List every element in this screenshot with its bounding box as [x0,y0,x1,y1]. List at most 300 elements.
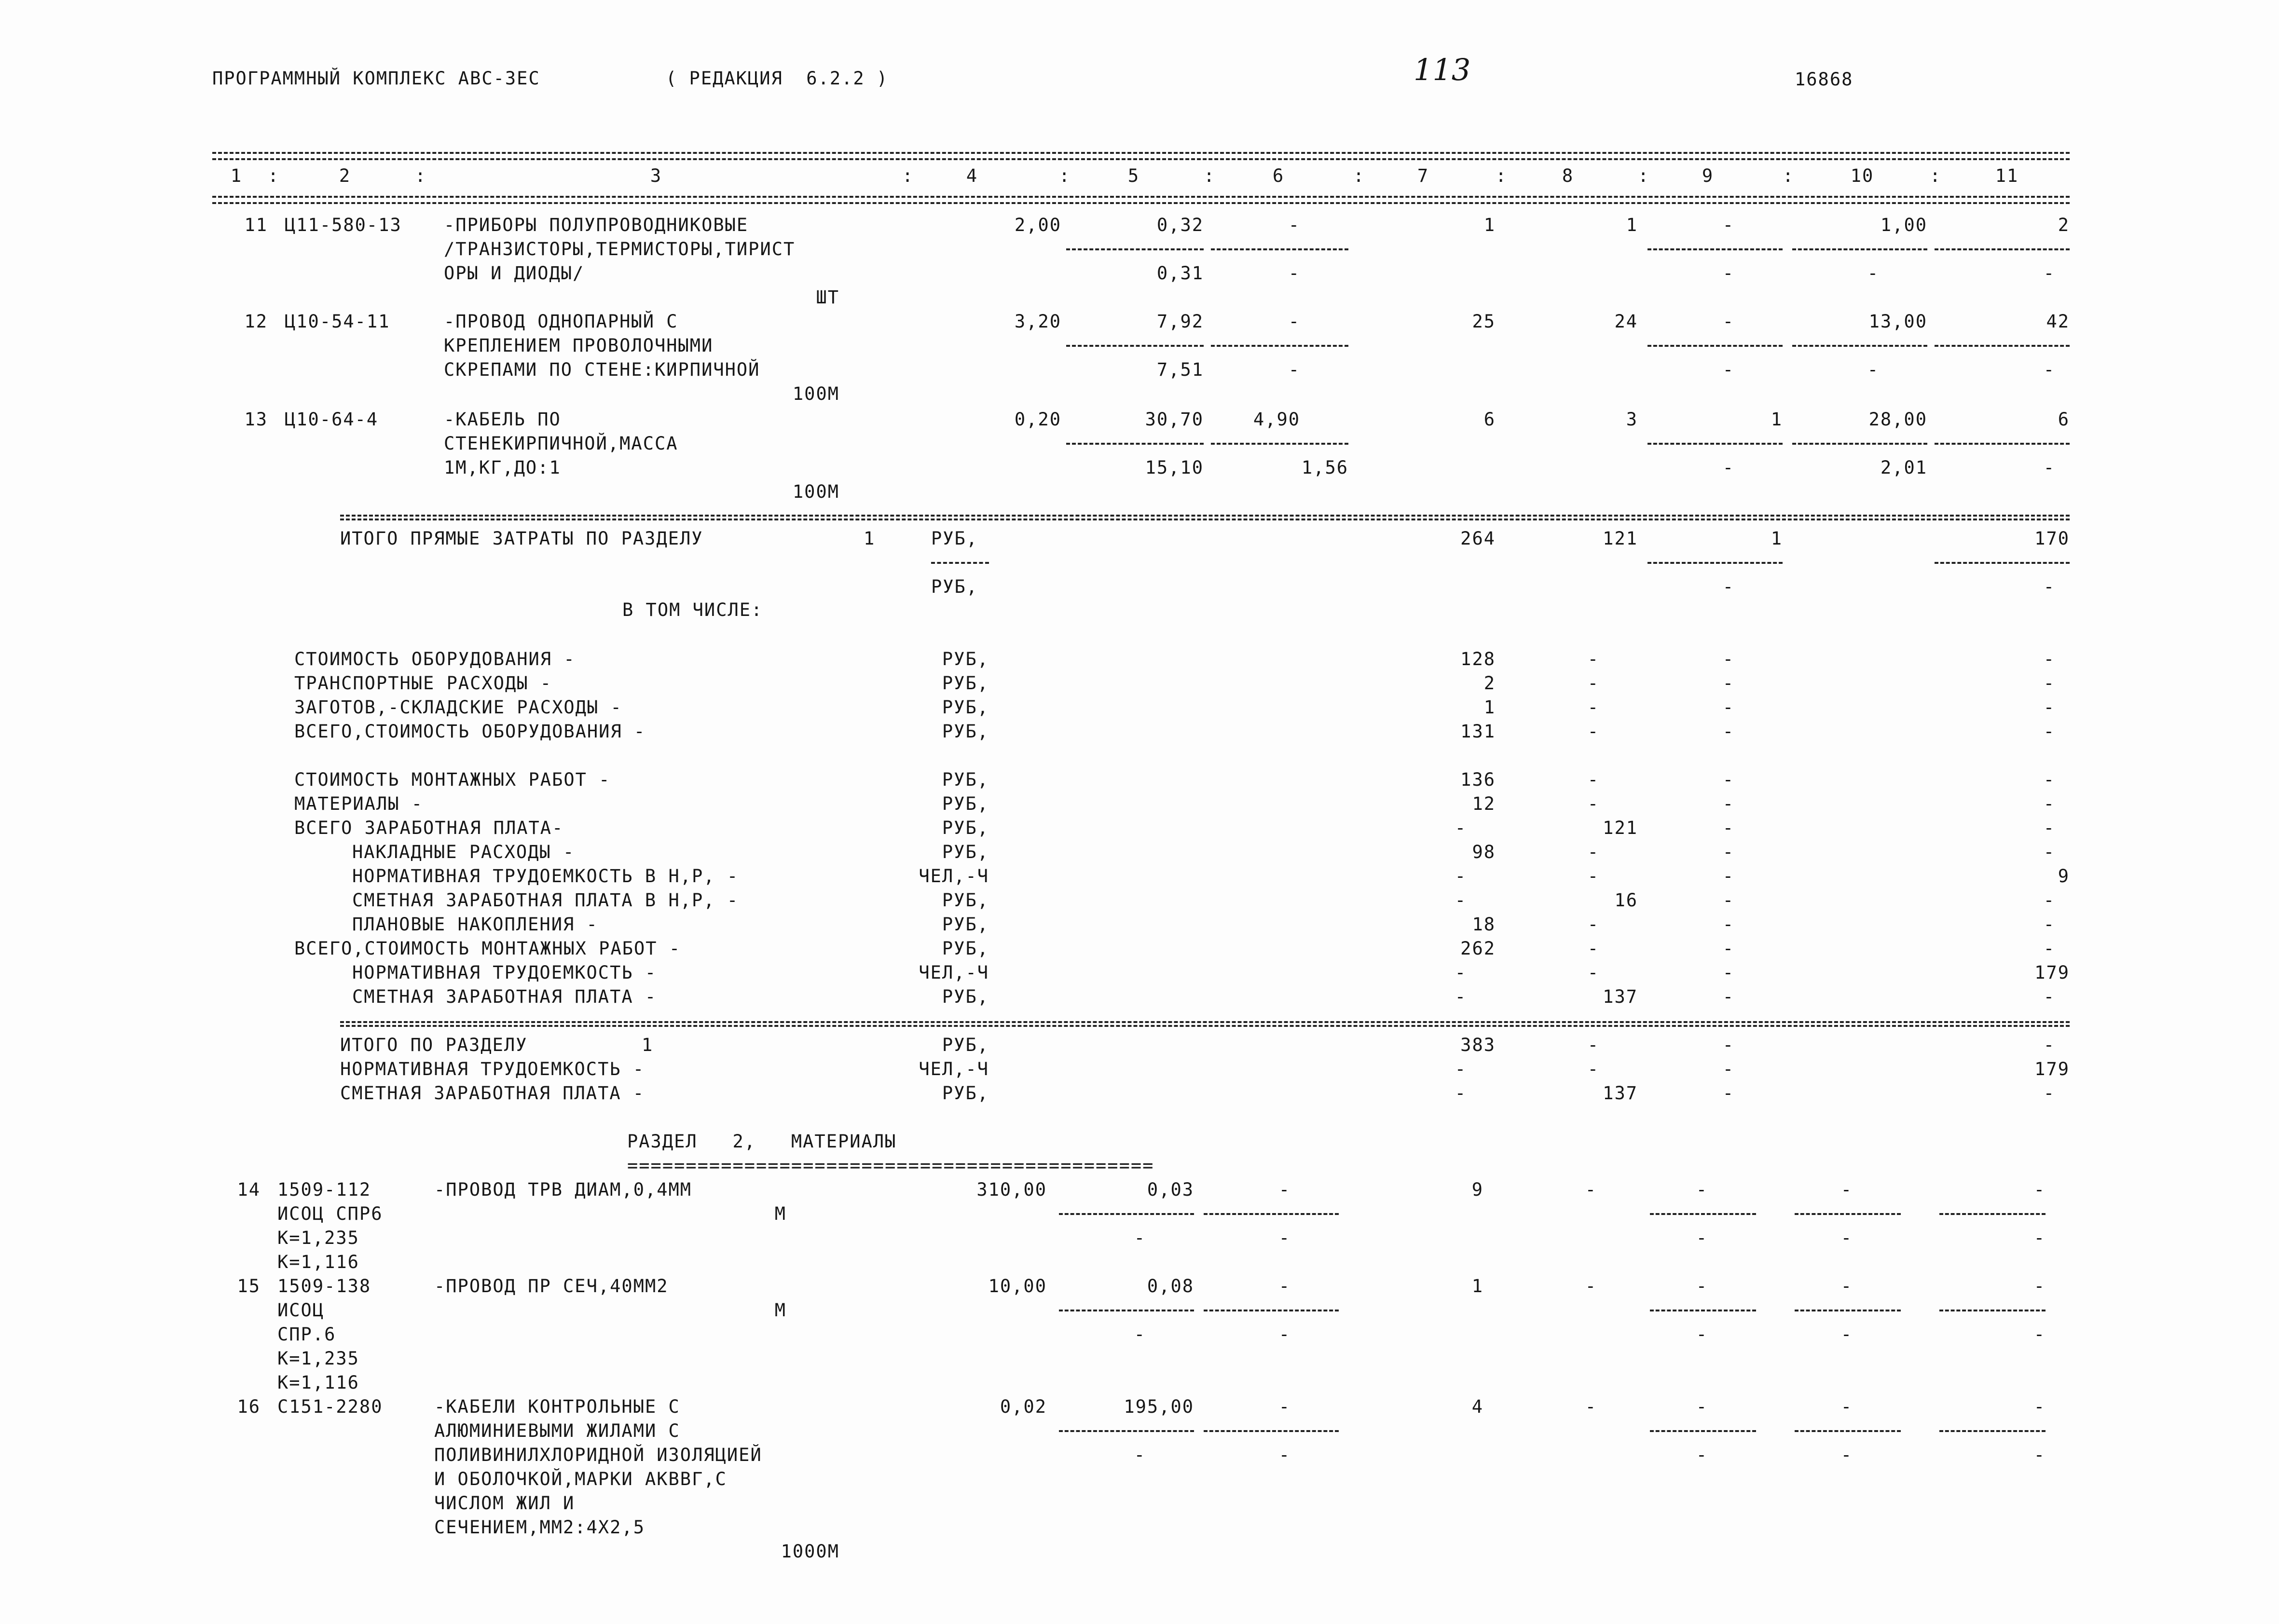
item-quantity: 2,00 [1014,215,1061,235]
summary-total-cost: - [1455,818,1467,838]
summary-total-cost: 12 [1472,793,1496,814]
column-header-7: 7 [1417,165,1429,186]
material-labor-wages: - [1840,1445,1853,1465]
material-description: ЧИСЛОМ ЖИЛ И [434,1493,575,1514]
item-labor-total-wages: - [2043,359,2055,380]
material-description: -ПРОВОД ПР СЕЧ,40ММ2 [434,1276,669,1296]
summary-total-wages: 16 [1614,890,1638,911]
material-total-machine-wages: - [1696,1228,1708,1248]
item-total-machine-wages: - [1722,263,1734,284]
item-unit-cost: 7,92 [1156,311,1204,332]
item-total-machine: - [1722,215,1734,235]
material-description: -ПРОВОД ТРВ ДИАМ,0,4ММ [434,1179,692,1200]
material-number: 15 [237,1276,261,1296]
summary-labor: 9 [2058,866,2070,887]
item-total-wages: 3 [1626,409,1638,430]
item-total-cost: 25 [1472,311,1496,332]
material-total-machine-wages: - [1696,1324,1708,1345]
material-unit-wages: - [1134,1324,1146,1345]
item-description: 1М,КГ,ДО:1 [444,457,561,478]
material-rule [1204,1430,1339,1432]
section-total-label: СМЕТНАЯ ЗАРАБОТНАЯ ПЛАТА - [340,1083,645,1104]
column-separator: : [415,165,427,186]
item-description: СТЕНЕКИРПИЧНОЙ,МАССА [444,433,678,454]
summary-label: ТРАНСПОРТНЫЕ РАСХОДЫ - [294,673,552,694]
material-number: 16 [237,1396,261,1417]
item-description: СКРЕПАМИ ПО СТЕНЕ:КИРПИЧНОЙ [444,359,760,380]
material-total-wages: - [1585,1396,1597,1417]
section-total-labor: - [2043,1083,2055,1104]
item-rule [1647,248,1783,250]
item-labor-total-wages: - [2043,457,2055,478]
material-labor-total-wages: - [2033,1228,2046,1248]
summary-total-wages: 137 [1603,986,1638,1007]
summary-machine: - [1722,890,1734,911]
item-total-wages: 1 [1626,215,1638,235]
item-rule [1792,443,1927,445]
material-rule [1059,1213,1194,1215]
material-machine: - [1278,1179,1291,1200]
item-unit: 100М [792,383,839,404]
column-header-rule-2 [212,202,2070,204]
summary-label: МАТЕРИАЛЫ - [294,793,424,814]
material-labor-total: - [2033,1276,2046,1296]
program-title: ПРОГРАММНЫЙ КОМПЛЕКС АВС-3ЕС [212,68,540,89]
direct-total-section: 1 [864,528,876,549]
item-machine-cost: - [1288,215,1300,235]
summary-label: СМЕТНАЯ ЗАРАБОТНАЯ ПЛАТА В Н,Р, - [352,890,739,911]
item-total-machine: 1 [1771,409,1783,430]
summary-unit: РУБ, [942,842,989,862]
summary-labor: - [2043,986,2055,1007]
material-rule [1939,1430,2046,1432]
summary-labor: - [2043,769,2055,790]
summary-total-cost: 2 [1483,673,1496,694]
section-total-cost: - [1455,1059,1467,1079]
item-rule [1211,248,1348,250]
item-labor-unit: 13,00 [1868,311,1927,332]
section-rule [340,519,2070,520]
item-unit: ШТ [816,287,839,308]
material-total-cost: 9 [1471,1179,1483,1200]
material-description: АЛЮМИНИЕВЫМИ ЖИЛАМИ С [434,1420,680,1441]
material-unit-cost: 0,03 [1147,1179,1194,1200]
item-unit-wages: 15,10 [1145,457,1204,478]
column-separator: : [1353,165,1365,186]
item-unit-cost: 0,32 [1156,215,1204,235]
material-unit: 1000М [781,1541,839,1562]
material-number: 14 [237,1179,261,1200]
item-labor-wages: 2,01 [1880,457,1927,478]
item-rule [1211,345,1348,347]
summary-total-cost: 262 [1460,938,1496,959]
item-description: КРЕПЛЕНИЕМ ПРОВОЛОЧНЫМИ [444,335,714,356]
summary-total-cost: 131 [1460,721,1496,742]
summary-labor: - [2043,818,2055,838]
item-machine-wages: 1,56 [1301,457,1348,478]
material-description: СЕЧЕНИЕМ,ММ2:4Х2,5 [434,1517,645,1538]
summary-machine: - [1722,986,1734,1007]
section-total-rule [340,1021,2070,1023]
column-separator: : [1930,165,1942,186]
material-unit-cost: 0,08 [1147,1276,1194,1296]
section-total-cost: - [1455,1083,1467,1104]
direct-total-unit-2: РУБ, [931,576,978,597]
material-total-wages: - [1585,1179,1597,1200]
summary-label: НОРМАТИВНАЯ ТРУДОЕМКОСТЬ В Н,Р, - [352,866,739,887]
summary-total-wages: - [1587,962,1599,983]
material-machine: - [1278,1396,1291,1417]
section-total-machine: - [1722,1083,1734,1104]
section-total-wages: - [1587,1059,1599,1079]
material-code: К=1,235 [277,1228,359,1248]
material-total-cost: 4 [1471,1396,1483,1417]
item-code: Ц11-580-13 [285,215,402,235]
edition-label: ( РЕДАКЦИЯ 6.2.2 ) [666,68,889,89]
item-number: 12 [244,311,268,332]
direct-total-machine: 1 [1771,528,1783,549]
item-code: Ц10-54-11 [285,311,390,332]
summary-unit: РУБ, [942,649,989,669]
item-total-machine: - [1722,311,1734,332]
column-separator: : [268,165,280,186]
material-labor-total: - [2033,1179,2046,1200]
column-header-3: 3 [650,165,662,186]
summary-total-cost: - [1455,866,1467,887]
section-total-unit: РУБ, [942,1083,989,1104]
table-top-rule-2 [212,158,2070,160]
summary-unit: РУБ, [942,986,989,1007]
item-description: -КАБЕЛЬ ПО [444,409,561,430]
item-quantity: 3,20 [1014,311,1061,332]
item-labor-total: 2 [2058,215,2070,235]
summary-labor: - [2043,890,2055,911]
direct-total-unit: РУБ, [931,528,978,549]
item-number: 13 [244,409,268,430]
direct-total-wages: 121 [1603,528,1638,549]
summary-machine: - [1722,938,1734,959]
section-total-unit: ЧЕЛ,-Ч [919,1059,989,1079]
material-rule [1795,1430,1901,1432]
item-labor-total: 6 [2058,409,2070,430]
summary-unit: РУБ, [942,673,989,694]
summary-label: ВСЕГО,СТОИМОСТЬ МОНТАЖНЫХ РАБОТ - [294,938,681,959]
summary-label: ВСЕГО,СТОИМОСТЬ ОБОРУДОВАНИЯ - [294,721,646,742]
section-total-wages: 137 [1603,1083,1638,1104]
item-rule [1792,345,1927,347]
item-total-machine-wages: - [1722,359,1734,380]
material-unit-wages: - [1134,1445,1146,1465]
material-total-machine: - [1696,1179,1708,1200]
summary-total-cost: - [1455,890,1467,911]
material-rule [1939,1213,2046,1215]
summary-total-wages: - [1587,721,1599,742]
table-top-rule [212,152,2070,154]
section-total-label: НОРМАТИВНАЯ ТРУДОЕМКОСТЬ - [340,1059,645,1079]
item-rule [1792,248,1927,250]
column-separator: : [902,165,914,186]
summary-total-wages: - [1587,697,1599,718]
summary-labor: 179 [2034,962,2070,983]
item-rule [1211,443,1348,445]
item-description: ОРЫ И ДИОДЫ/ [444,263,585,284]
column-header-5: 5 [1127,165,1140,186]
material-labor-total: - [2033,1396,2046,1417]
section-total-number: 1 [642,1035,654,1055]
summary-machine: - [1722,962,1734,983]
material-machine: - [1278,1276,1291,1296]
summary-label: СМЕТНАЯ ЗАРАБОТНАЯ ПЛАТА - [352,986,657,1007]
item-unit-wages: 7,51 [1156,359,1204,380]
item-machine-wages: - [1288,359,1300,380]
summary-total-cost: 1 [1483,697,1496,718]
summary-machine: - [1722,914,1734,935]
summary-total-cost: 18 [1472,914,1496,935]
summary-total-wages: 121 [1603,818,1638,838]
item-total-machine-wages: - [1722,457,1734,478]
material-rule [1939,1310,2046,1311]
summary-unit: РУБ, [942,890,989,911]
material-labor-unit: - [1840,1276,1853,1296]
material-unit: М [774,1203,786,1224]
summary-total-wages: - [1587,866,1599,887]
material-rule [1795,1310,1901,1311]
summary-label: ЗАГОТОВ,-СКЛАДСКИЕ РАСХОДЫ - [294,697,622,718]
summary-label: ПЛАНОВЫЕ НАКОПЛЕНИЯ - [352,914,598,935]
including-label: В ТОМ ЧИСЛЕ: [622,600,763,620]
summary-total-wages: - [1587,673,1599,694]
direct-total-rule [1935,562,2070,564]
material-labor-unit: - [1840,1179,1853,1200]
summary-label: ВСЕГО ЗАРАБОТНАЯ ПЛАТА- [294,818,564,838]
material-rule [1795,1213,1901,1215]
direct-total-machine-wages: - [1722,576,1734,597]
summary-machine: - [1722,697,1734,718]
summary-total-wages: - [1587,914,1599,935]
summary-label: СТОИМОСТЬ ОБОРУДОВАНИЯ - [294,649,576,669]
column-header-6: 6 [1272,165,1285,186]
column-separator: : [1204,165,1216,186]
summary-total-wages: - [1587,649,1599,669]
summary-total-cost: 136 [1460,769,1496,790]
material-total-machine: - [1696,1396,1708,1417]
item-machine-cost: 4,90 [1253,409,1300,430]
material-total-machine: - [1696,1276,1708,1296]
item-total-cost: 1 [1483,215,1496,235]
summary-machine: - [1722,866,1734,887]
direct-total-cost: 264 [1460,528,1496,549]
material-labor-total-wages: - [2033,1445,2046,1465]
direct-total-rule [1647,562,1783,564]
summary-labor: - [2043,842,2055,862]
item-labor-wages: - [1867,263,1879,284]
column-separator: : [1059,165,1071,186]
direct-total-labor-wages: - [2043,576,2055,597]
item-rule [1935,345,2070,347]
section-total-wages: - [1587,1035,1599,1055]
material-code: СПР.6 [277,1324,336,1345]
direct-total-labor: 170 [2034,528,2070,549]
material-unit-wages: - [1134,1228,1146,1248]
material-rule [1650,1310,1756,1311]
summary-labor: - [2043,938,2055,959]
item-rule [1647,443,1783,445]
item-labor-wages: - [1867,359,1879,380]
item-description: -ПРИБОРЫ ПОЛУПРОВОДНИКОВЫЕ [444,215,749,235]
material-quantity: 0,02 [1000,1396,1047,1417]
section-total-cost: 383 [1460,1035,1496,1055]
section-rule [340,515,2070,517]
item-rule [1647,345,1783,347]
item-labor-total-wages: - [2043,263,2055,284]
summary-total-cost: - [1455,986,1467,1007]
summary-machine: - [1722,793,1734,814]
summary-total-cost: 98 [1472,842,1496,862]
item-machine-cost: - [1288,311,1300,332]
material-total-wages: - [1585,1276,1597,1296]
material-quantity: 10,00 [988,1276,1047,1296]
item-labor-unit: 28,00 [1868,409,1927,430]
material-code: К=1,235 [277,1348,359,1369]
material-rule [1059,1310,1194,1311]
material-rule [1204,1213,1339,1215]
material-unit: М [774,1300,786,1321]
material-labor-wages: - [1840,1228,1853,1248]
material-code: ИСОЦ СПР6 [277,1203,383,1224]
material-description: ПОЛИВИНИЛХЛОРИДНОЙ ИЗОЛЯЦИЕЙ [434,1445,762,1465]
item-labor-total: 42 [2046,311,2070,332]
summary-labor: - [2043,721,2055,742]
column-header-10: 10 [1850,165,1874,186]
summary-machine: - [1722,673,1734,694]
column-separator: : [1496,165,1508,186]
summary-label: НАКЛАДНЫЕ РАСХОДЫ - [352,842,575,862]
summary-machine: - [1722,842,1734,862]
column-header-8: 8 [1562,165,1574,186]
direct-total-label: ИТОГО ПРЯМЫЕ ЗАТРАТЫ ПО РАЗДЕЛУ [340,528,703,549]
summary-total-cost: 128 [1460,649,1496,669]
material-rule [1059,1430,1194,1432]
material-description: И ОБОЛОЧКОЙ,МАРКИ АКВВГ,С [434,1469,727,1489]
material-code: 1509-138 [277,1276,371,1296]
section-total-labor: 179 [2034,1059,2070,1079]
section-total-unit: РУБ, [942,1035,989,1055]
column-header-4: 4 [966,165,978,186]
summary-total-wages: - [1587,938,1599,959]
summary-labor: - [2043,914,2055,935]
item-rule [1066,443,1204,445]
item-unit: 100М [792,481,839,502]
document-number: 16868 [1795,69,1853,90]
material-rule [1204,1310,1339,1311]
material-machine-wages: - [1278,1324,1291,1345]
column-header-1: 1 [230,165,243,186]
section2-title: РАЗДЕЛ 2, МАТЕРИАЛЫ [627,1131,897,1152]
material-labor-total-wages: - [2033,1324,2046,1345]
summary-machine: - [1722,769,1734,790]
material-machine-wages: - [1278,1445,1291,1465]
item-number: 11 [244,215,268,235]
item-machine-wages: - [1288,263,1300,284]
summary-unit: РУБ, [942,938,989,959]
section2-underline: ============================================= [627,1155,1154,1176]
item-rule [1935,443,2070,445]
section-total-labor: - [2043,1035,2055,1055]
item-description: /ТРАНЗИСТОРЫ,ТЕРМИСТОРЫ,ТИРИСТ [444,239,796,259]
section-total-rule [340,1025,2070,1027]
column-header-11: 11 [1995,165,2019,186]
item-labor-unit: 1,00 [1880,215,1927,235]
item-unit-cost: 30,70 [1145,409,1204,430]
material-labor-unit: - [1840,1396,1853,1417]
summary-unit: ЧЕЛ,-Ч [919,866,989,887]
column-header-rule [212,196,2070,198]
summary-unit: РУБ, [942,697,989,718]
material-code: С151-2280 [277,1396,383,1417]
column-header-2: 2 [339,165,351,186]
column-separator: : [1783,165,1795,186]
summary-labor: - [2043,673,2055,694]
material-unit-cost: 195,00 [1124,1396,1194,1417]
material-rule [1650,1430,1756,1432]
summary-labor: - [2043,793,2055,814]
summary-machine: - [1722,721,1734,742]
summary-total-wages: - [1587,793,1599,814]
item-total-cost: 6 [1483,409,1496,430]
item-rule [1066,248,1204,250]
summary-label: СТОИМОСТЬ МОНТАЖНЫХ РАБОТ - [294,769,611,790]
material-code: К=1,116 [277,1252,359,1272]
material-total-cost: 1 [1471,1276,1483,1296]
summary-machine: - [1722,818,1734,838]
column-separator: : [1638,165,1650,186]
summary-labor: - [2043,649,2055,669]
item-unit-wages: 0,31 [1156,263,1204,284]
summary-unit: РУБ, [942,793,989,814]
summary-unit: РУБ, [942,769,989,790]
summary-unit: ЧЕЛ,-Ч [919,962,989,983]
section-total-machine: - [1722,1059,1734,1079]
item-description: -ПРОВОД ОДНОПАРНЫЙ С [444,311,678,332]
material-machine-wages: - [1278,1228,1291,1248]
column-header-9: 9 [1702,165,1714,186]
item-quantity: 0,20 [1014,409,1061,430]
summary-unit: РУБ, [942,721,989,742]
summary-label: НОРМАТИВНАЯ ТРУДОЕМКОСТЬ - [352,962,657,983]
direct-total-rule [931,562,989,564]
item-code: Ц10-64-4 [285,409,379,430]
material-code: ИСОЦ [277,1300,325,1321]
material-rule [1650,1213,1756,1215]
material-total-machine-wages: - [1696,1445,1708,1465]
summary-unit: РУБ, [942,914,989,935]
item-rule [1066,345,1204,347]
section-total-machine: - [1722,1035,1734,1055]
page-number: 113 [1414,52,1471,87]
material-code: 1509-112 [277,1179,371,1200]
item-rule [1935,248,2070,250]
summary-total-cost: - [1455,962,1467,983]
material-code: К=1,116 [277,1372,359,1393]
summary-machine: - [1722,649,1734,669]
summary-unit: РУБ, [942,818,989,838]
material-quantity: 310,00 [976,1179,1047,1200]
summary-labor: - [2043,697,2055,718]
item-total-wages: 24 [1614,311,1638,332]
material-labor-wages: - [1840,1324,1853,1345]
summary-total-wages: - [1587,842,1599,862]
summary-total-wages: - [1587,769,1599,790]
